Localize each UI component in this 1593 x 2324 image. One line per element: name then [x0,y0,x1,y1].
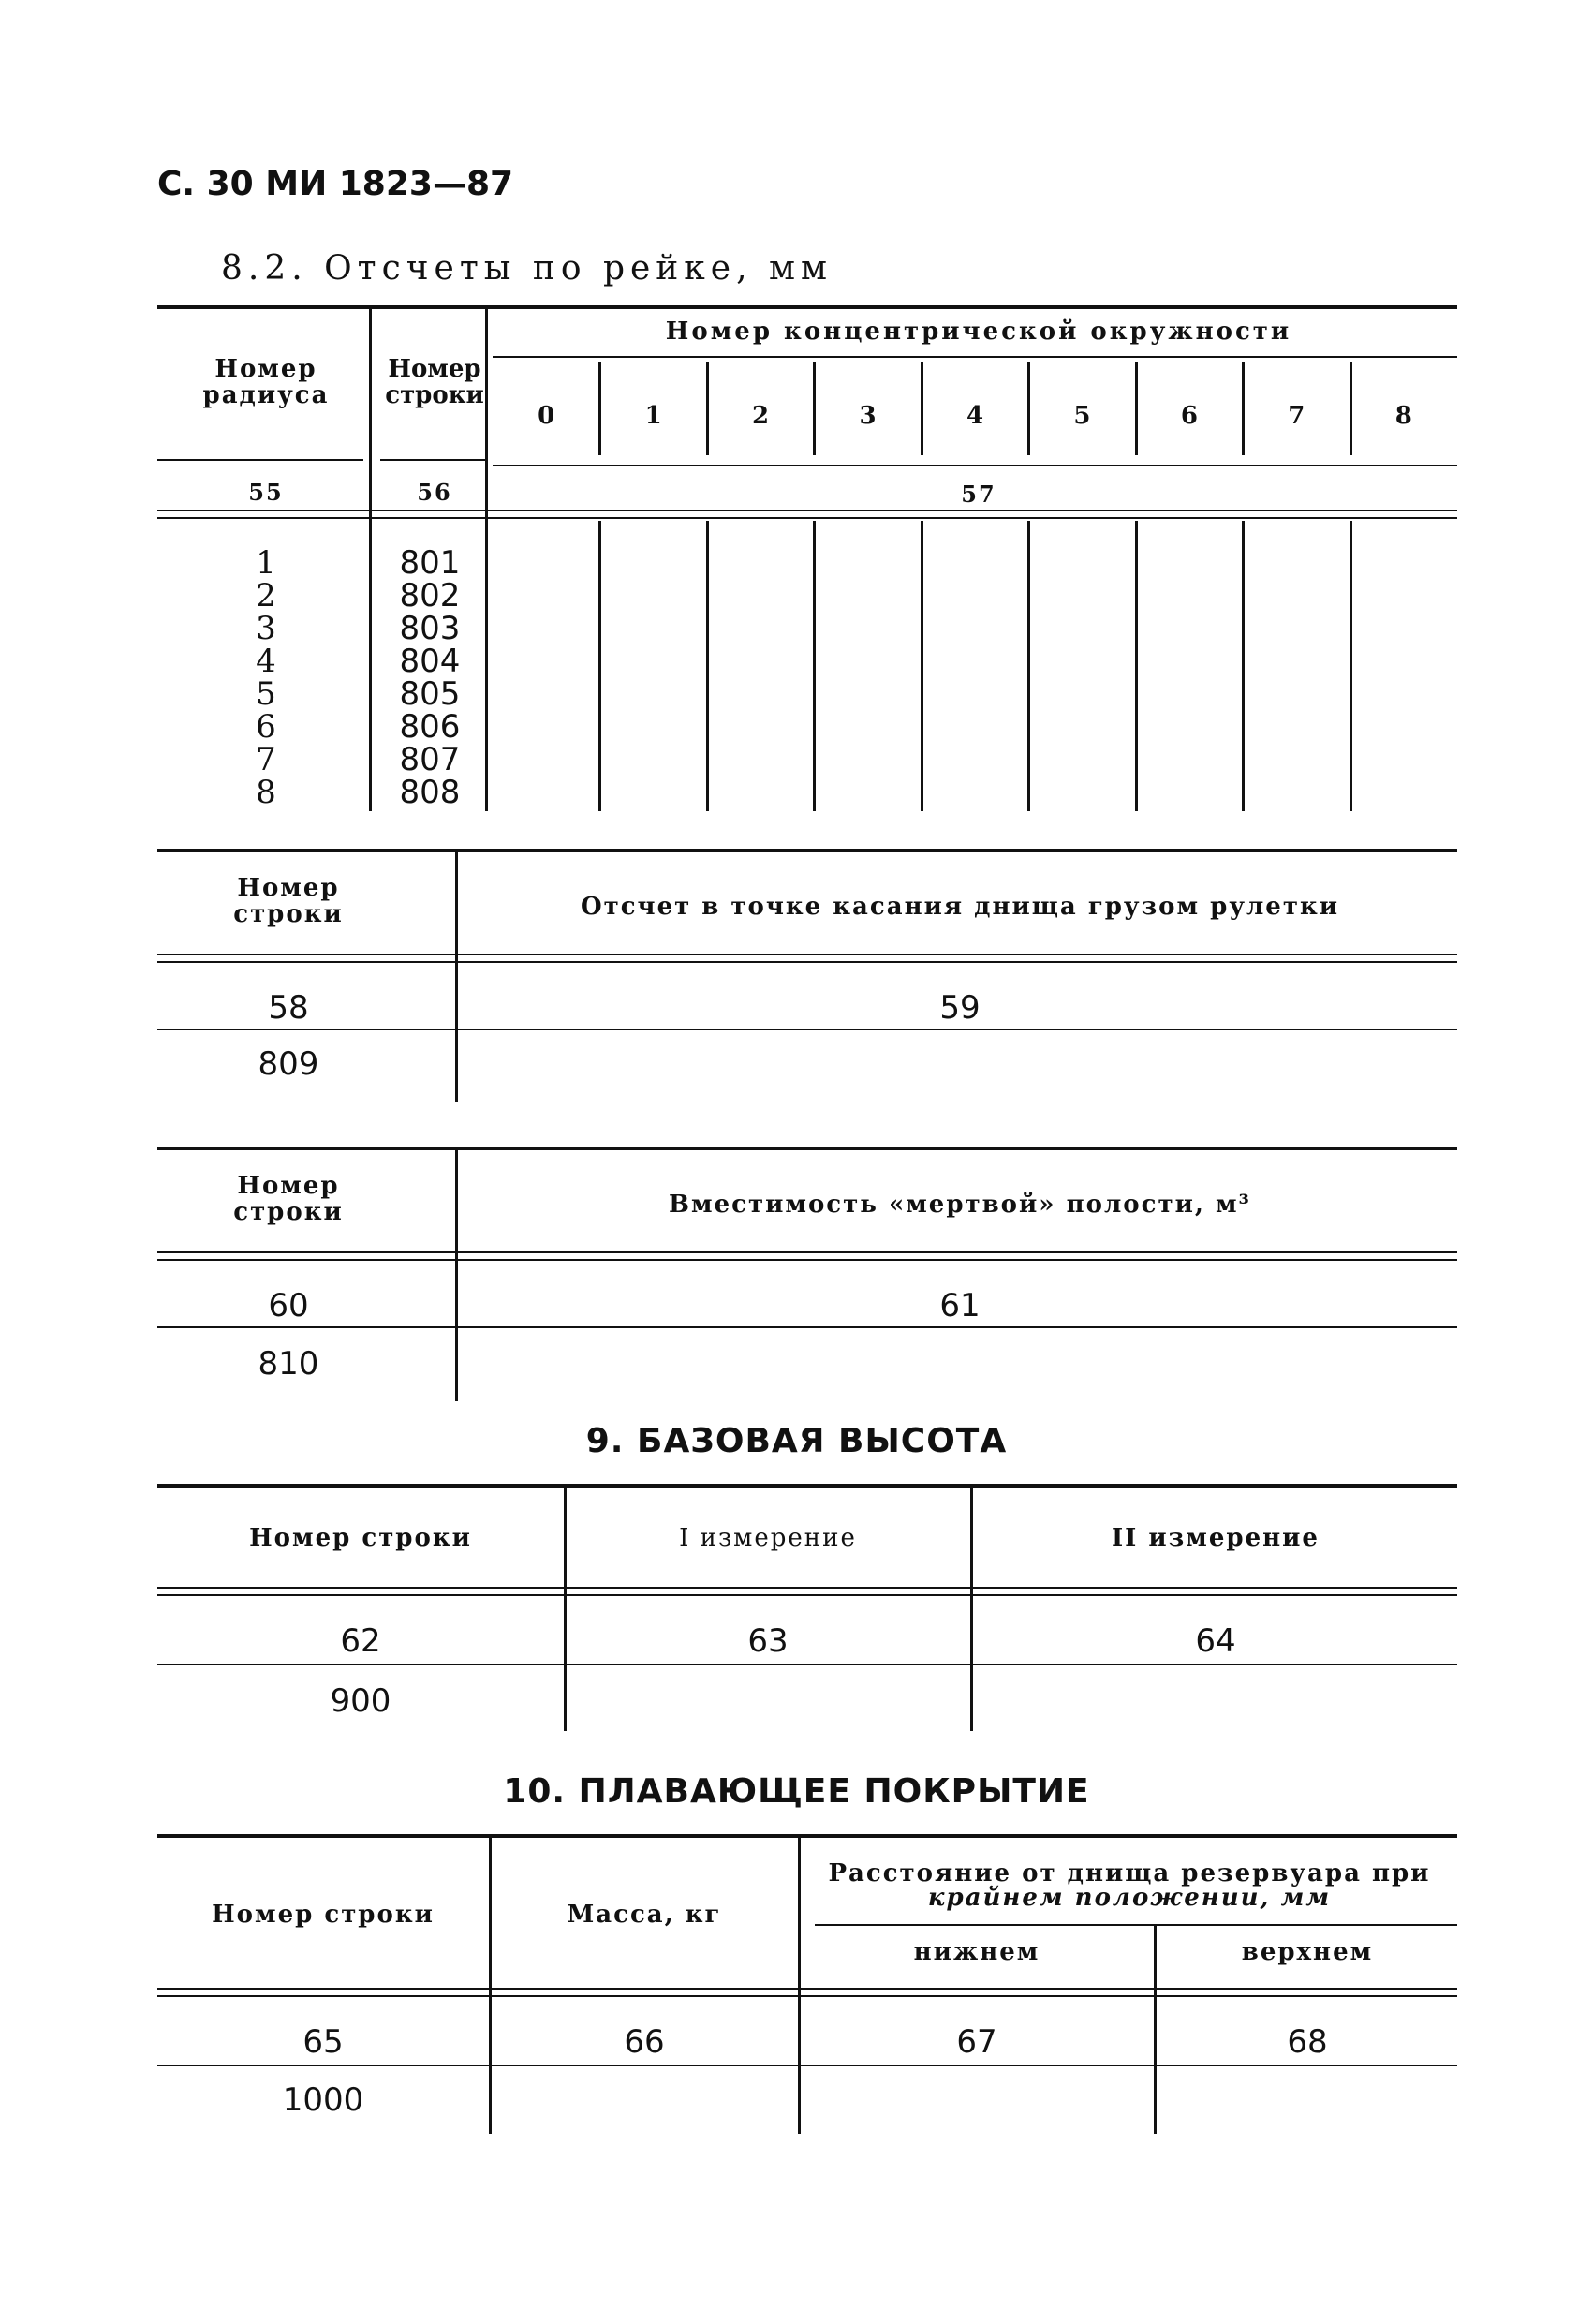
table2-code-value: 59 [939,989,981,1027]
table2-row-809: 809 [258,1045,319,1083]
section9-header-rule-1 [157,1587,1457,1589]
table1-circle-vline [813,362,816,455]
table1-circle-body-vline [1350,521,1352,811]
table1-circle-header: 5 [1073,402,1091,430]
section10-col-upper: верхнем [1241,1938,1374,1966]
section10-vline-2 [798,1838,801,2134]
section9-col-m2: II измерение [1112,1524,1320,1552]
table1-circle-body-vline [921,521,923,811]
table1-radius-value: 8 [256,774,276,811]
section10-col-row: Номер строки [212,1901,435,1929]
section9-col-row: Номер строки [249,1524,472,1552]
table1-circle-header: 6 [1180,402,1198,430]
table2-code-row: 58 [268,989,309,1027]
section10-col-distance-1: Расстояние от днища резервуара при [828,1859,1431,1887]
section10-header-rule-2 [157,1995,1457,1997]
table1-circle-header: 1 [644,402,662,430]
table1-row-value: 808 [399,774,461,811]
section10-header-rule-1 [157,1988,1457,1990]
table3-header-rule-2 [157,1259,1457,1261]
table1-row-value: 804 [399,643,461,680]
table1-code-circle: 57 [961,481,996,508]
table1-row-value: 805 [399,675,461,713]
table1-circle-vline [1027,362,1030,455]
section9-vline-2 [970,1488,973,1731]
table1-circle-body-vline [1242,521,1245,811]
table1-row-value: 801 [399,544,461,582]
table1-circle-vline [598,362,601,455]
table1-circle-vline [921,362,923,455]
section9-top-rule [157,1484,1457,1488]
table1-circle-header: 8 [1394,402,1412,430]
table1-radius-value: 3 [256,610,276,647]
table1-circle-vline [1135,362,1138,455]
table1-circle-header: 4 [966,402,984,430]
section10-vline-1 [489,1838,492,2134]
table3-row-810: 810 [258,1345,319,1383]
table1-col-row: Номер строки [385,355,484,409]
table1-col-circle: Номер концентрической окружности [665,318,1292,346]
section10-code-upper: 68 [1287,2023,1328,2061]
table1-circle-vline [706,362,709,455]
table1-radius-value: 2 [256,577,276,614]
table3-top-rule [157,1147,1457,1150]
table1-header-rule-b [380,459,485,461]
table2-col-value: Отсчет в точке касания днища грузом рулетки [580,893,1340,921]
section9-col-m1: I измерение [679,1524,857,1552]
table3-code-row: 60 [268,1287,309,1325]
table1-caption: 8.2. Отсчеты по рейке, мм [221,249,833,288]
table2-code-rule [157,1029,1457,1030]
section10-col-mass: Масса, кг [567,1901,722,1929]
section9-row-900: 900 [330,1682,391,1720]
table1-col-radius: Номер радиуса [202,355,330,409]
table1-row-value: 803 [399,610,461,647]
table1-row-value: 806 [399,708,461,746]
section10-top-rule [157,1834,1457,1838]
table1-top-rule [157,305,1457,309]
table1-header-rule-a [157,459,363,461]
page-header: С. 30 МИ 1823—87 [157,165,514,203]
section10-col-lower: нижнем [913,1938,1040,1966]
table2-header-rule-1 [157,954,1457,955]
section9-header-rule-2 [157,1594,1457,1596]
section9-title: 9. БАЗОВАЯ ВЫСОТА [585,1422,1008,1460]
table1-circle-header: 0 [538,402,555,430]
section9-code-rule [157,1664,1457,1665]
table3-code-value: 61 [939,1287,981,1325]
table1-code-radius: 55 [248,479,284,506]
table1-circle-body-vline [1027,521,1030,811]
table1-radius-value: 1 [256,544,276,582]
table1-header-rule-c [493,465,1457,466]
section9-code-m2: 64 [1195,1622,1236,1660]
table3-header-rule-1 [157,1251,1457,1253]
section9-code-m1: 63 [747,1622,789,1660]
table1-circle-header: 3 [859,402,877,430]
table1-code-rule-1 [157,510,1457,511]
table1-circle-body-vline [598,521,601,811]
table1-code-row: 56 [417,479,452,506]
section10-code-lower: 67 [956,2023,997,2061]
table1-radius-value: 7 [256,741,276,778]
table3-code-rule [157,1326,1457,1328]
section9-code-row: 62 [340,1622,381,1660]
table1-circle-header: 2 [752,402,770,430]
table2-col-row: Номер строки [233,874,344,928]
table3-col-value: Вместимость «мертвой» полости, м³ [669,1191,1251,1219]
section9-vline-1 [564,1488,567,1731]
table1-radius-value: 6 [256,708,276,746]
section10-vline-3 [1154,1926,1157,2134]
table1-radius-value: 4 [256,643,276,680]
table2-vline [455,852,458,1102]
table1-circle-header: 7 [1288,402,1305,430]
section10-code-rule [157,2065,1457,2066]
table1-circle-vline [1350,362,1352,455]
section10-code-row: 65 [302,2023,344,2061]
table3-col-row: Номер строки [233,1172,344,1226]
table1-row-value: 807 [399,741,461,778]
table1-vline-radius [369,309,372,811]
section10-title: 10. ПЛАВАЮЩЕЕ ПОКРЫТИЕ [503,1772,1090,1811]
table3-vline [455,1150,458,1401]
table1-circle-body-vline [1135,521,1138,811]
section10-sub-rule [815,1924,1457,1926]
table1-circle-rule [493,356,1457,358]
table1-radius-value: 5 [256,675,276,713]
section10-col-distance-2: крайнем положении, мм [927,1884,1332,1912]
table1-circle-body-vline [813,521,816,811]
table1-circle-body-vline [706,521,709,811]
table2-header-rule-2 [157,961,1457,963]
section10-row-1000: 1000 [282,2081,364,2119]
table1-code-rule-2 [157,517,1457,519]
table1-circle-vline [1242,362,1245,455]
table2-top-rule [157,849,1457,852]
section10-code-mass: 66 [624,2023,665,2061]
table1-row-value: 802 [399,577,461,614]
